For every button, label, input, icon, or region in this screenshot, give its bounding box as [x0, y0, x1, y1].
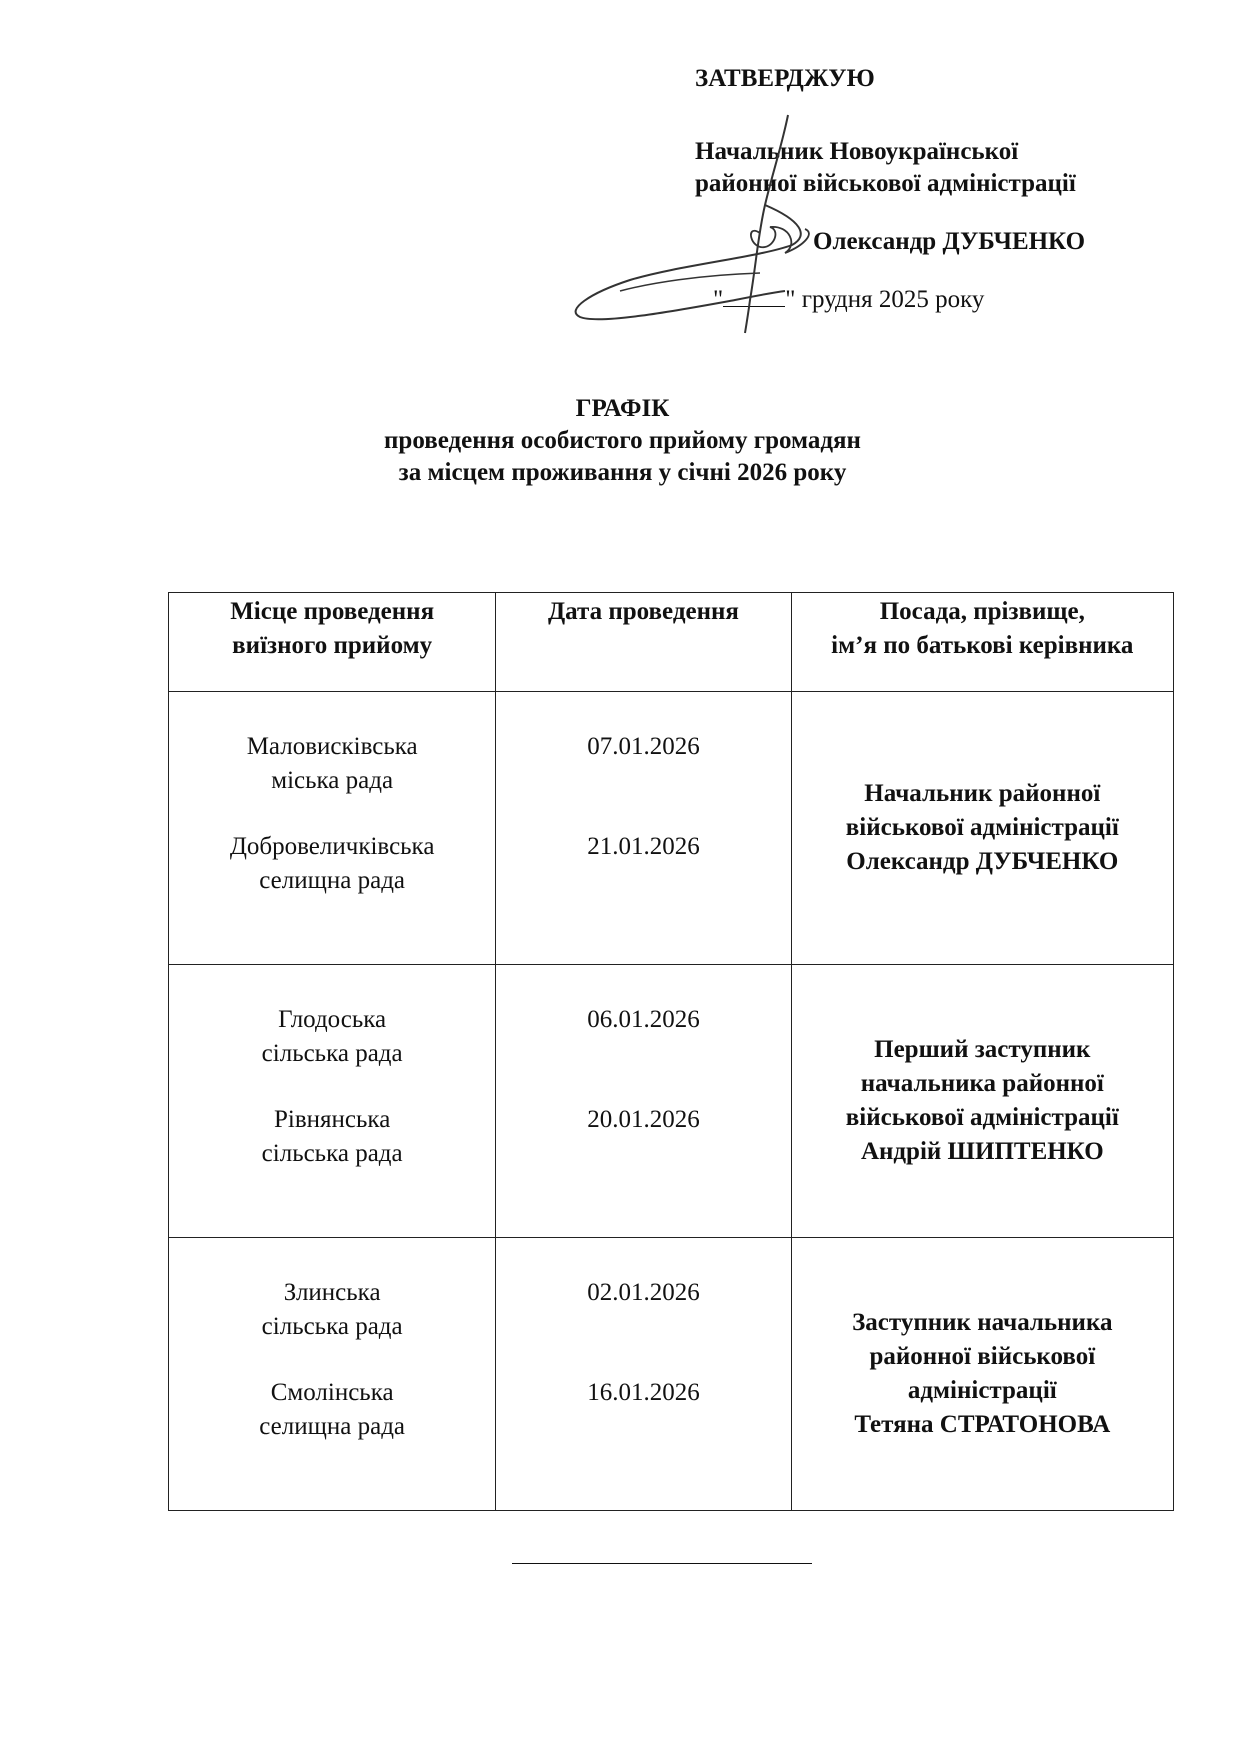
place-item [169, 730, 495, 798]
reception-date: 20.01.2026 [587, 1106, 700, 1133]
official-name: Тетяна СТРАТОНОВА [854, 1411, 1111, 1438]
header-place-line-1: Місце проведення [230, 598, 435, 625]
place-item [169, 1103, 495, 1171]
reception-date: 16.01.2026 [587, 1379, 700, 1406]
title-heading: ГРАФІК [575, 395, 670, 422]
place-name: Злинська [283, 1279, 381, 1306]
title-line-1: проведення особистого прийому громадян [384, 427, 861, 454]
official-cell [791, 692, 1173, 965]
table-row [169, 692, 1174, 965]
official-line: військової адміністрації [845, 1104, 1119, 1131]
reception-date: 21.01.2026 [587, 833, 700, 860]
official-line: Начальник районної [864, 780, 1101, 807]
reception-date: 06.01.2026 [587, 1006, 700, 1033]
official-line: адміністрації [907, 1377, 1057, 1404]
title-line-2: за місцем проживання у січні 2026 року [398, 459, 847, 486]
place-type: сільська рада [261, 1140, 403, 1167]
header-head [791, 593, 1173, 692]
place-item [169, 1376, 495, 1444]
date-open-quote: " [713, 286, 724, 313]
header-place [169, 593, 496, 692]
document-title [0, 393, 1245, 489]
official-line: Заступник начальника [852, 1309, 1113, 1336]
table-row [169, 965, 1174, 1238]
reception-date: 07.01.2026 [587, 733, 700, 760]
place-type: селищна рада [259, 867, 406, 894]
approve-word: ЗАТВЕРДЖУЮ [695, 65, 875, 92]
header-head-line-2: ім’я по батькові керівника [831, 632, 1134, 659]
header-place-line-2: виїзного прийому [232, 632, 433, 659]
official-line: районної військової [869, 1343, 1096, 1370]
approver-name: Олександр ДУБЧЕНКО [813, 228, 1086, 255]
day-blank [723, 286, 785, 307]
table-header-row [169, 593, 1174, 692]
approver-position-line-2: районної військової адміністрації [695, 170, 1076, 197]
official-line: військової адміністрації [845, 814, 1119, 841]
place-type: міська рада [271, 767, 394, 794]
place-cell [169, 1238, 496, 1511]
place-item [169, 1276, 495, 1344]
date-cell [496, 1238, 791, 1511]
official-line: начальника районної [860, 1070, 1104, 1097]
table-row [169, 1238, 1174, 1511]
schedule-table [168, 592, 1174, 1511]
official-cell [791, 1238, 1173, 1511]
official-name: Олександр ДУБЧЕНКО [846, 848, 1119, 875]
place-name: Смолінська [270, 1379, 394, 1406]
date-close-quote: " [785, 286, 796, 313]
place-name: Глодоська [278, 1006, 387, 1033]
date-cell [496, 692, 791, 965]
place-name: Рівнянська [274, 1106, 391, 1133]
approval-date-line [713, 283, 984, 317]
place-name: Добровеличківська [229, 833, 435, 860]
approver-position-line-1: Начальник Новоукраїнської [695, 138, 1019, 165]
official-cell [791, 965, 1173, 1238]
place-cell [169, 965, 496, 1238]
place-type: сільська рада [261, 1313, 403, 1340]
place-cell [169, 692, 496, 965]
place-type: сільська рада [261, 1040, 403, 1067]
reception-date: 02.01.2026 [587, 1279, 700, 1306]
date-rest: грудня 2025 року [801, 286, 985, 313]
header-date: Дата проведення [496, 593, 791, 692]
place-item [169, 1003, 495, 1071]
official-line: Перший заступник [874, 1036, 1091, 1063]
place-name: Маловисківська [246, 733, 418, 760]
date-cell [496, 965, 791, 1238]
place-type: селищна рада [259, 1413, 406, 1440]
place-item [169, 830, 495, 898]
header-head-line-1: Посада, прізвище, [879, 598, 1085, 625]
closing-divider [512, 1563, 812, 1564]
official-name: Андрій ШИПТЕНКО [860, 1138, 1104, 1165]
